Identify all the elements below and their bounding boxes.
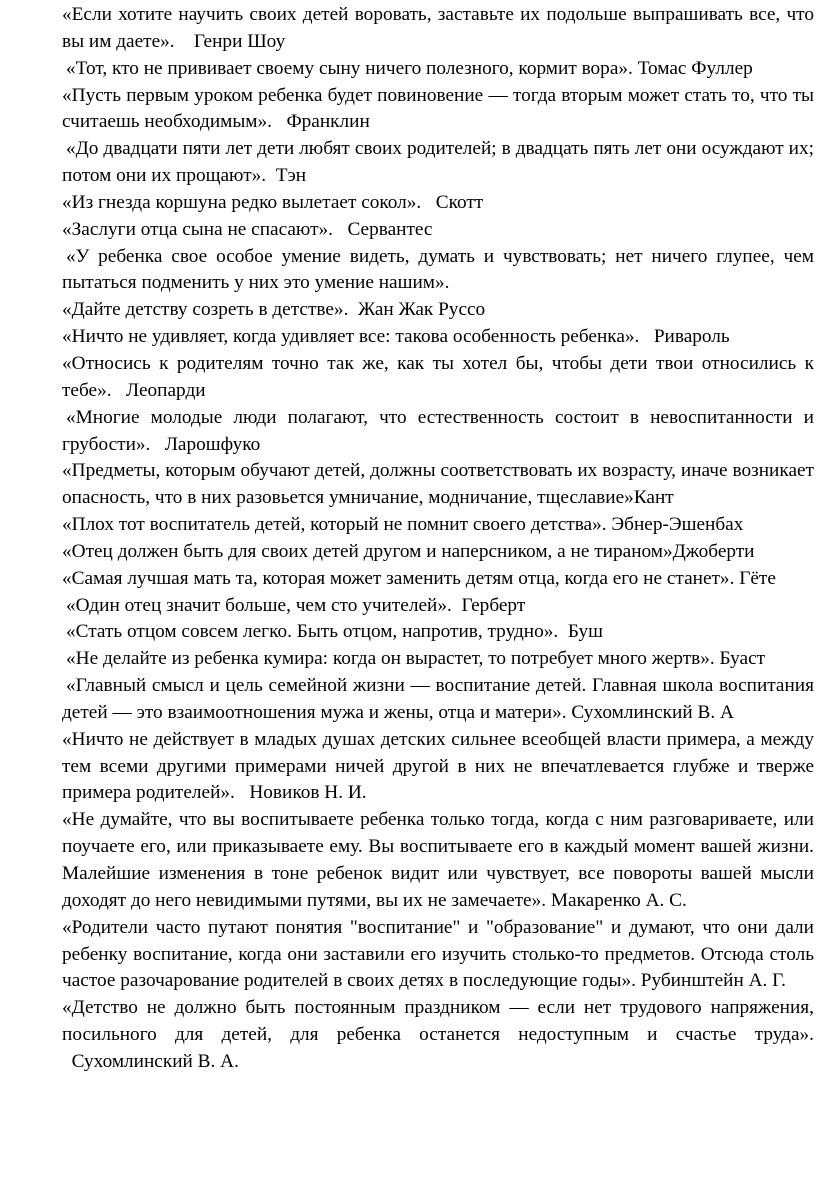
quote-author: Макаренко А. С. (550, 889, 687, 911)
quote-author: Франклин (286, 111, 370, 133)
quote-author: Эбнер-Эшенбах (611, 514, 744, 536)
quote-text: «Пусть первым уроком ребенка будет повиновение — тогда вторым может стать то, что ты считаешь необходимым». (62, 84, 814, 133)
quotes-document (62, 2, 814, 1076)
quote-franklin (62, 83, 814, 137)
quote-author: Буаст (719, 648, 766, 670)
quote-rousseau (62, 297, 814, 324)
quote-text: «Не думайте, что вы воспитываете ребенка только тогда, когда с ним разговариваете, или поучаете его, или приказываете ему. Вы воспитываете его в каждый момент вашей жизни. Малейшие изменения в тоне ребенок видит или чувствует, все повороты вашей мысли доходят до него невидимыми путями, вы их не замечаете». (62, 809, 814, 911)
quote-author: Герберт (461, 594, 526, 616)
quote-author: Ларошфуко (164, 433, 261, 455)
quote-text: «Отец должен быть для своих детей другом и наперсником, а не тираном» (62, 540, 673, 562)
quote-author: Гёте (739, 567, 776, 589)
quote-text: «Плох тот воспитатель детей, который не помнит своего детства». (62, 514, 607, 536)
quote-fuller (62, 56, 814, 83)
quote-text: «Предметы, которым обучают детей, должны соответствовать их возрасту, иначе возникает опасность, что в них разовьется умничание, модничание, тщеславие» (62, 460, 814, 509)
quote-author: Рубинштейн А. Г. (640, 970, 786, 992)
quote-child-ability (62, 244, 814, 298)
quote-text: «Родители часто путают понятия "воспитание" и "образование" и думают, что они дали ребенку воспитание, когда они заставили его изучить столько-то предметов. Отсюда столь частое разочарование родителей в своих детях в последующие годы». (62, 916, 814, 992)
quote-text: «Из гнезда коршуна редко вылетает сокол». (62, 191, 422, 213)
quote-shaw (62, 2, 814, 56)
quote-gioberti (62, 539, 814, 566)
quote-author: Скотт (435, 191, 484, 213)
quote-text: «Если хотите научить своих детей воровать, заставьте их подольше выпрашивать все, что вы им даете». (62, 4, 814, 52)
quote-boiste (62, 646, 814, 673)
quote-text: «Детство не должно быть постоянным праздником — если нет трудового напряжения, посильного для детей, для ребенка останется недоступным и счастье труда». (62, 997, 814, 1046)
quote-kant (62, 458, 814, 512)
quote-busch (62, 619, 814, 646)
quote-text: «Ничто не действует в младых душах детских сильнее всеобщей власти примера, а между тем всеми другими примерами ничей другой в них не впечатлевается глубже и тверже примера родителей». (62, 728, 814, 804)
quote-author: Жан Жак Руссо (358, 299, 486, 321)
quote-text: «У ребенка свое особое умение видеть, думать и чувствовать; нет ничего глупее, чем пытаться подменить у них это умение нашим». (62, 245, 814, 294)
quote-text: «Главный смысл и цель семейной жизни — воспитание детей. Главная школа воспитания детей — это взаимоотношения мужа и жены, отца и матери». (62, 675, 814, 723)
quote-novikov (62, 727, 814, 808)
quote-author: Джоберти (672, 540, 755, 562)
quote-author: Новиков Н. И. (249, 782, 367, 804)
quote-scott (62, 190, 814, 217)
quote-author: Сухомлинский В. А (571, 701, 734, 723)
quote-author: Ривароль (653, 326, 730, 348)
quote-sukhomlinsky-childhood (62, 995, 814, 1076)
quote-text: «Стать отцом совсем легко. Быть отцом, напротив, трудно». (66, 621, 559, 643)
quote-text: «Один отец значит больше, чем сто учителей». (66, 594, 452, 616)
quote-author: Тэн (275, 165, 307, 187)
quote-sukhomlinsky-family (62, 673, 814, 727)
quote-text: «Самая лучшая мать та, которая может заменить детям отца, когда его не станет». (62, 567, 735, 589)
quote-text: «Относись к родителям точно так же, как ты хотел бы, чтобы дети твои относились к тебе». (62, 352, 814, 401)
quote-herbert (62, 593, 814, 620)
quote-text: «Заслуги отца сына не спасают». (62, 218, 333, 240)
quote-larochefoucauld (62, 405, 814, 459)
quote-rivarol (62, 324, 814, 351)
quote-author: Леопарди (126, 379, 206, 401)
quote-text: «Тот, кто не прививает своему сыну ничего полезного, кормит вора». (66, 57, 633, 79)
quote-author: Генри Шоу (193, 30, 286, 52)
quote-text: «Ничто не удивляет, когда удивляет все: такова особенность ребенка». (62, 326, 640, 348)
quote-rubinstein (62, 915, 814, 996)
quote-text: «Не делайте из ребенка кумира: когда он вырастет, то потребует много жертв». (66, 648, 715, 670)
quote-text: «Дайте детству созреть в детстве». (62, 299, 349, 321)
quote-author: Сервантес (347, 218, 433, 240)
quote-taine (62, 136, 814, 190)
quote-author: Кант (633, 487, 674, 509)
quote-ebner-eschenbach (62, 512, 814, 539)
quote-author: Буш (567, 621, 603, 643)
quote-leopardi (62, 351, 814, 405)
quote-author: Томас Фуллер (637, 57, 753, 79)
quote-text: «Многие молодые люди полагают, что естественность состоит в невоспитанности и грубости». (62, 406, 814, 455)
quote-author: Сухомлинский В. А. (71, 1050, 239, 1072)
quote-goethe (62, 566, 814, 593)
quote-text: «До двадцати пяти лет дети любят своих родителей; в двадцать пять лет они осуждают их; потом они их прощают». (62, 138, 814, 187)
quote-makarenko (62, 807, 814, 914)
quote-cervantes (62, 217, 814, 244)
